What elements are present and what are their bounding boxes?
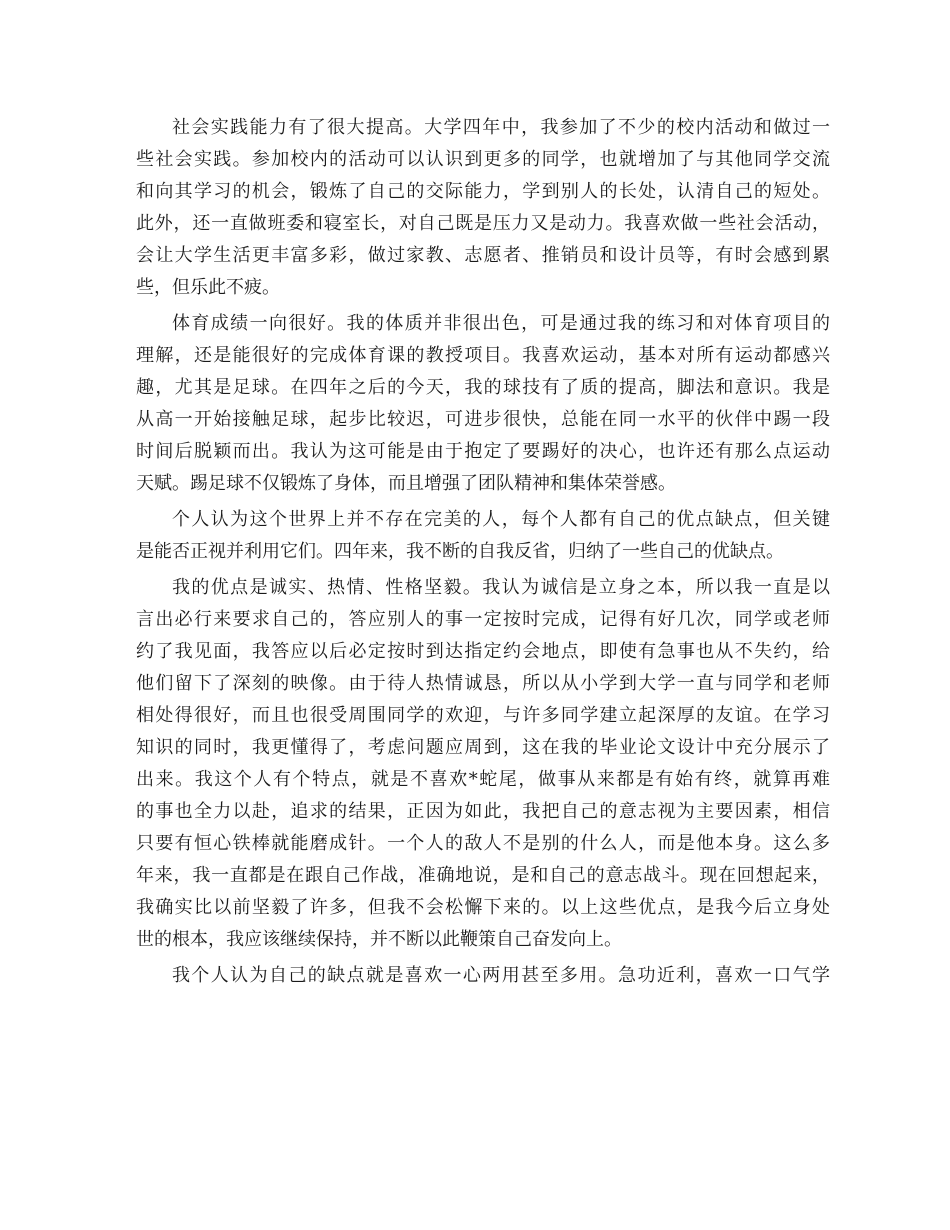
text-line: 言出必行来要求自己的，答应别人的事一定按时完成，记得有好几次，同学或老师 (136, 609, 830, 630)
paragraph-strengths (136, 572, 830, 956)
text-line: 趣，尤其是足球。在四年之后的今天，我的球技有了质的提高，脚法和意识。我是 (136, 377, 830, 398)
text-line: 从高一开始接触足球，起步比较迟，可进步很快，总能在同一水平的伙伴中踢一段 (136, 409, 830, 430)
text-line: 我个人认为自己的缺点就是喜欢一心两用甚至多用。急功近利，喜欢一口气学 (172, 965, 830, 986)
paragraph-self-view (136, 504, 830, 568)
text-line: 约了我见面，我答应以后必定按时到达指定约会地点，即使有急事也从不失约，给 (136, 641, 830, 662)
text-line: 社会实践能力有了很大提高。大学四年中，我参加了不少的校内活动和做过一 (172, 117, 830, 138)
text-line: 天赋。踢足球不仅锻炼了身体，而且增强了团队精神和集体荣誉感。 (136, 473, 676, 494)
text-line: 是能否正视并利用它们。四年来，我不断的自我反省，归纳了一些自己的优缺点。 (136, 541, 784, 562)
document-body (136, 112, 830, 996)
text-line: 我确实比以前坚毅了许多，但我不会松懈下来的。以上这些优点，是我今后立身处 (136, 897, 830, 918)
text-line: 时间后脱颖而出。我认为这可能是由于抱定了要踢好的决心，也许还有那么点运动 (136, 441, 830, 462)
text-line: 我的优点是诚实、热情、性格坚毅。我认为诚信是立身之本，所以我一直是以 (172, 577, 830, 598)
text-line: 此外，还一直做班委和寝室长，对自己既是压力又是动力。我喜欢做一些社会活动， (136, 213, 830, 234)
text-line: 些社会实践。参加校内的活动可以认识到更多的同学，也就增加了与其他同学交流 (136, 149, 830, 170)
text-line: 和向其学习的机会，锻炼了自己的交际能力，学到别人的长处，认清自己的短处。 (136, 181, 830, 202)
paragraph-social-practice (136, 112, 830, 304)
text-line: 的事也全力以赴，追求的结果，正因为如此，我把自己的意志视为主要因素，相信 (136, 801, 830, 822)
text-line: 他们留下了深刻的映像。由于待人热情诚恳，所以从小学到大学一直与同学和老师 (136, 673, 830, 694)
text-line: 只要有恒心铁棒就能磨成针。一个人的敌人不是别的什么人，而是他本身。这么多 (136, 833, 830, 854)
text-line: 体育成绩一向很好。我的体质并非很出色，可是通过我的练习和对体育项目的 (172, 313, 830, 334)
text-line: 知识的同时，我更懂得了，考虑问题应周到，这在我的毕业论文设计中充分展示了 (136, 737, 830, 758)
text-line: 会让大学生活更丰富多彩，做过家教、志愿者、推销员和设计员等，有时会感到累 (136, 245, 830, 266)
text-line: 出来。我这个人有个特点，就是不喜欢*蛇尾，做事从来都是有始有终，就算再难 (136, 769, 830, 790)
paragraph-weaknesses (136, 960, 830, 992)
text-line: 理解，还是能很好的完成体育课的教授项目。我喜欢运动，基本对所有运动都感兴 (136, 345, 830, 366)
text-line: 世的根本，我应该继续保持，并不断以此鞭策自己奋发向上。 (136, 929, 622, 950)
text-line: 些，但乐此不疲。 (136, 277, 280, 298)
text-line: 个人认为这个世界上并不存在完美的人，每个人都有自己的优点缺点，但关键 (172, 509, 830, 530)
paragraph-sports (136, 308, 830, 500)
text-line: 相处得很好，而且也很受周围同学的欢迎，与许多同学建立起深厚的友谊。在学习 (136, 705, 830, 726)
text-line: 年来，我一直都是在跟自己作战，准确地说，是和自己的意志战斗。现在回想起来， (136, 865, 830, 886)
